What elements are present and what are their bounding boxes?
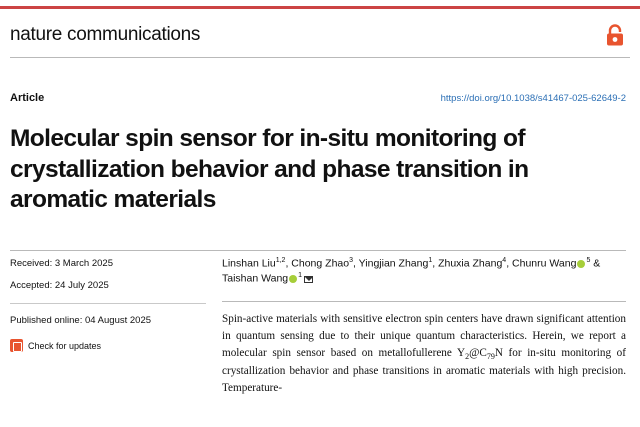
abstract-part-3: N for in-situ monitoring of crystallization behavior and phase transitions in aromatic materials with high precision. Temperature- (222, 346, 626, 395)
doi-link[interactable]: https://doi.org/10.1038/s41467-025-62649-2 (440, 93, 626, 104)
publication-history (10, 258, 206, 352)
title-divider (10, 250, 626, 251)
author-name: Chunru Wang (512, 257, 577, 270)
authors-and-abstract (222, 256, 626, 397)
abstract-part-2: @C (469, 346, 487, 359)
author-affiliation: 4 (502, 257, 507, 264)
article-meta-row (10, 92, 626, 104)
orcid-icon[interactable] (289, 275, 297, 283)
author-name: Chong Zhao (291, 257, 350, 270)
author-name: Taishan Wang (222, 272, 289, 285)
abstract-part-1: Spin-active materials with sensitive electron spin centers have drawn significant attention in quantum sensing due to their unique quantum characteristics. Herein, we report a molecular spin sensor based on metallofullerene Y (222, 312, 626, 359)
author-affiliation: 1 (298, 272, 303, 280)
author-name: Yingjian Zhang (358, 257, 429, 270)
author-name: Linshan Liu (222, 257, 276, 270)
email-icon[interactable] (304, 276, 313, 283)
author-ampersand: & (593, 257, 601, 270)
header-divider (10, 57, 630, 58)
published-date: Published online: 04 August 2025 (10, 314, 152, 326)
author-affiliation: 5 (586, 257, 591, 264)
abstract-subscript-2: 79 (486, 352, 495, 362)
journal-title: nature communications (10, 24, 201, 45)
author-affiliation: 1 (428, 257, 433, 264)
abstract-text (222, 311, 626, 397)
history-divider (10, 303, 206, 304)
received-date: Received: 3 March 2025 (10, 258, 113, 269)
author-affiliation: 1,2 (275, 257, 286, 264)
journal-header (0, 14, 640, 56)
open-access-icon (604, 23, 626, 47)
accepted-date: Accepted: 24 July 2025 (10, 280, 109, 292)
author-list: Linshan Liu$^{1,2}$, Chong Zhao$^3$, Yingjian Zhang$^1$, Zhuxia Zhang$^4$, Chunru Wang $^5$ & Taishan Wang $^1$ (222, 257, 601, 285)
check-for-updates[interactable] (10, 339, 206, 352)
page-title: Molecular spin sensor for in-situ monitoring of crystallization behavior and phase transition in aromatic materials (10, 125, 529, 214)
author-affiliation: 3 (349, 257, 353, 264)
crossmark-icon (10, 339, 23, 352)
author-name: Zhuxia Zhang (438, 257, 503, 270)
abstract-divider (222, 301, 626, 302)
orcid-icon[interactable] (577, 260, 585, 268)
abstract-subscript-1: 2 (465, 352, 470, 362)
top-red-rule (0, 6, 640, 9)
check-for-updates-label: Check for updates (28, 340, 102, 351)
article-type-label: Article (10, 92, 45, 104)
